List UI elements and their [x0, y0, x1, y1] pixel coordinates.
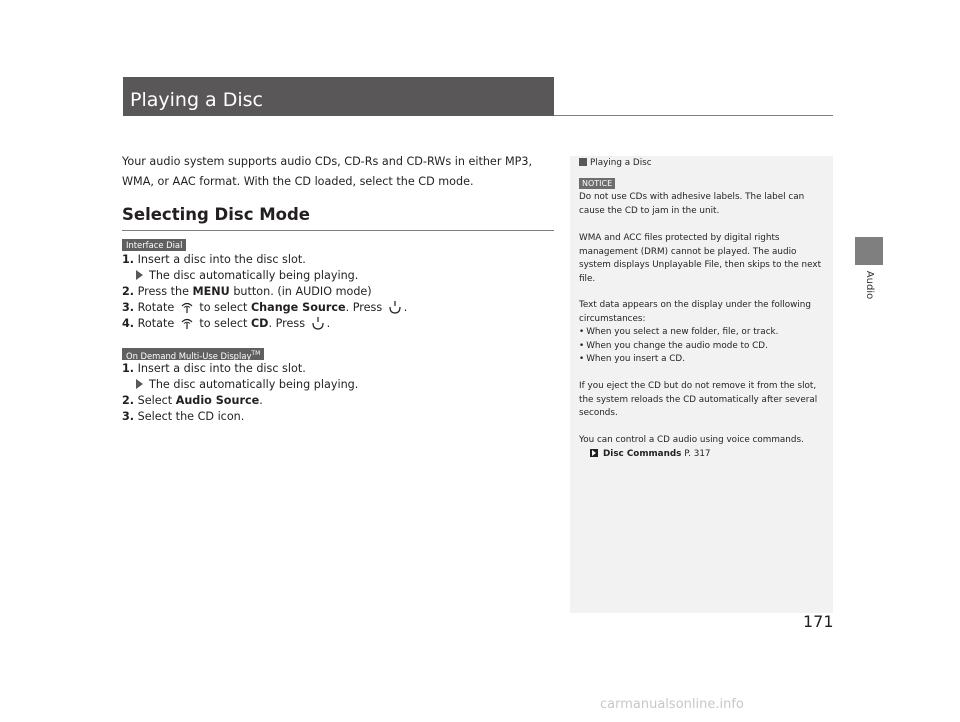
press-dial-icon [388, 300, 402, 314]
odmd-tag: On Demand Multi-Use Display™ [122, 348, 264, 360]
dial-step-4: 4. Rotate to select CD. Press . [122, 317, 331, 330]
step-text: Insert a disc into the disc slot. [137, 253, 306, 266]
chapter-tab-marker [855, 237, 883, 265]
rotate-dial-icon [180, 300, 194, 314]
page-number: 171 [803, 612, 834, 631]
section-heading: Selecting Disc Mode [122, 205, 311, 224]
odmd-step-1: 1. Insert a disc into the disc slot. [122, 362, 306, 375]
interface-dial-tag: Interface Dial [122, 239, 186, 251]
press-dial-icon [311, 316, 325, 330]
note-heading: Playing a Disc [579, 157, 652, 169]
section-rule [122, 230, 554, 231]
note-bullet: • When you select a new folder, file, or track. [579, 326, 811, 340]
result-arrow-icon [136, 379, 143, 389]
note-paragraph-4: If you eject the CD but do not remove it from the slot, the system reloads the CD automatically after several seconds. [579, 381, 818, 418]
note-paragraph-1: Do not use CDs with adhesive labels. The label can cause the CD to jam in the unit. [579, 192, 805, 216]
note-paragraph-2: WMA and ACC files protected by digital rights management (DRM) cannot be played. The audio system displays Unplayable File, then skips to the next file. [579, 233, 822, 284]
odmd-step-3: 3. Select the CD icon. [122, 410, 245, 423]
note-paragraph-3: Text data appears on the display under the following circumstances: • When you select a new folder, file, or track. • When you change the audio mode to CD. • When you insert a CD. [579, 299, 811, 367]
step-number: 1. [122, 253, 135, 266]
note-bullet: • When you insert a CD. [579, 353, 811, 367]
rotate-dial-icon [180, 316, 194, 330]
cross-reference-icon [590, 449, 598, 457]
note-marker-icon [579, 158, 587, 166]
dial-step-1 [122, 252, 306, 268]
odmd-step-2: 2. Select Audio Source. [122, 394, 263, 407]
disc-commands-link[interactable]: Disc Commands P. 317 [590, 448, 711, 462]
watermark: carmanualsonline.info [600, 697, 744, 712]
intro-paragraph: Your audio system supports audio CDs, CD-Rs and CD-RWs in either MP3, WMA, or AAC format. With the CD loaded, select the CD mode. [122, 155, 533, 188]
note-paragraph-5: You can control a CD audio using voice commands. [579, 435, 804, 445]
dial-step-2: 2. Press the MENU button. (in AUDIO mode) [122, 285, 372, 298]
odmd-step-1-result: The disc automatically being playing. [136, 377, 358, 393]
result-arrow-icon [136, 270, 143, 280]
dial-step-1-result: The disc automatically being playing. [136, 268, 358, 284]
dial-step-3: 3. Rotate to select Change Source. Press . [122, 301, 408, 314]
page-title: Playing a Disc [130, 89, 263, 111]
note-bullet: • When you change the audio mode to CD. [579, 340, 811, 354]
title-rule [554, 115, 833, 116]
notice-badge: NOTICE [579, 178, 615, 189]
chapter-tab-label: Audio [864, 270, 875, 300]
